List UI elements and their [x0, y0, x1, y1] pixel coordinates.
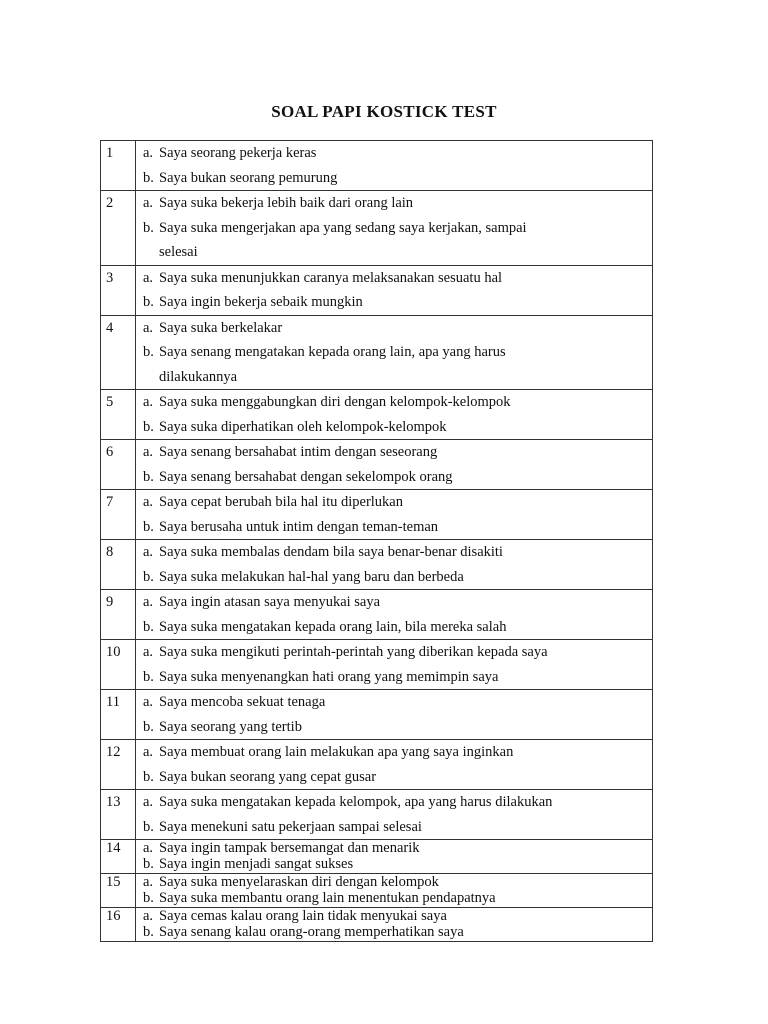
- option-b: [143, 857, 648, 873]
- option-text: Saya bukan seorang yang cepat gusar: [159, 768, 377, 785]
- option-text: Saya ingin atasan saya menyukai saya: [159, 594, 381, 610]
- option-text-continued: selesai: [159, 244, 198, 260]
- option-a: [143, 790, 648, 815]
- option-letter: a.: [143, 594, 154, 610]
- option-text: Saya ingin tampak bersemangat dan menarik: [159, 840, 420, 856]
- question-options: [136, 490, 653, 540]
- option-a: [143, 266, 648, 291]
- question-row: [101, 191, 653, 266]
- option-letter: b.: [143, 618, 154, 635]
- option-text: Saya suka menunjukkan caranya melaksanakan sesuatu hal: [159, 269, 503, 286]
- option-b: [143, 340, 648, 365]
- option-text: Saya ingin menjadi sangat sukses: [159, 855, 354, 872]
- question-options: [136, 740, 653, 790]
- question-options: [136, 390, 653, 440]
- question-options: [136, 640, 653, 690]
- question-row: [101, 141, 653, 191]
- option-text: Saya membuat orang lain melakukan apa yang saya inginkan: [159, 744, 514, 760]
- question-options: [136, 690, 653, 740]
- question-options: [136, 874, 653, 908]
- question-row: [101, 740, 653, 790]
- option-b: [143, 166, 648, 191]
- question-number: 3: [101, 265, 136, 315]
- option-letter: b.: [143, 518, 154, 535]
- option-text: Saya senang mengatakan kepada orang lain, apa yang harus: [159, 344, 506, 360]
- option-letter: a.: [143, 145, 154, 161]
- question-options: [136, 191, 653, 266]
- option-letter: a.: [143, 694, 154, 710]
- question-number: 12: [101, 740, 136, 790]
- option-text: Saya suka mengatakan kepada kelompok, apa yang harus dilakukan: [159, 794, 553, 810]
- question-row: [101, 315, 653, 390]
- question-number: 9: [101, 590, 136, 640]
- option-text: Saya suka berkelakar: [159, 319, 283, 336]
- question-number: 10: [101, 640, 136, 690]
- option-letter: b.: [143, 818, 154, 835]
- question-row: [101, 390, 653, 440]
- question-number: 16: [101, 908, 136, 942]
- question-number: 5: [101, 390, 136, 440]
- option-text: Saya suka melakukan hal-hal yang baru dan berbeda: [159, 568, 464, 585]
- question-row: [101, 590, 653, 640]
- option-b: [143, 565, 648, 590]
- question-options: [136, 440, 653, 490]
- question-row: [101, 690, 653, 740]
- option-b: [143, 615, 648, 640]
- option-letter: b.: [143, 718, 154, 735]
- question-row: [101, 640, 653, 690]
- question-number: 2: [101, 191, 136, 266]
- option-letter: b.: [143, 344, 154, 360]
- option-a: [143, 390, 648, 415]
- option-text-continued: dilakukannya: [159, 368, 238, 385]
- option-letter: a.: [143, 794, 154, 810]
- option-text: Saya senang bersahabat dengan sekelompok orang: [159, 468, 453, 485]
- question-options: [136, 540, 653, 590]
- option-a: [143, 490, 648, 515]
- option-text: Saya suka menyelaraskan diri dengan kelompok: [159, 874, 439, 890]
- option-b: [143, 216, 648, 241]
- option-letter: b.: [143, 923, 154, 940]
- option-text: Saya suka menggabungkan diri dengan kelompok-kelompok: [159, 394, 511, 410]
- option-b: [143, 465, 648, 490]
- option-b: [143, 925, 648, 941]
- question-options: [136, 590, 653, 640]
- option-text: Saya suka membalas dendam bila saya benar-benar disakiti: [159, 544, 503, 560]
- option-a: [143, 690, 648, 715]
- option-letter: a.: [143, 494, 154, 510]
- option-text: Saya bukan seorang pemurung: [159, 169, 338, 186]
- question-number: 15: [101, 874, 136, 908]
- option-a: [143, 316, 648, 341]
- option-a: [143, 590, 648, 615]
- option-a: [143, 640, 648, 665]
- option-letter: a.: [143, 544, 154, 560]
- option-letter: b.: [143, 418, 154, 435]
- option-letter: a.: [143, 840, 154, 856]
- question-number: 11: [101, 690, 136, 740]
- option-b: [143, 815, 648, 840]
- option-text: Saya seorang yang tertib: [159, 718, 302, 735]
- option-letter: a.: [143, 394, 154, 410]
- question-row: [101, 908, 653, 942]
- option-letter: b.: [143, 855, 154, 872]
- option-letter: b.: [143, 169, 154, 186]
- option-text: Saya cepat berubah bila hal itu diperlukan: [159, 494, 403, 510]
- option-a: [143, 841, 648, 857]
- option-b: [143, 415, 648, 440]
- option-letter: b.: [143, 468, 154, 485]
- option-text: Saya senang kalau orang-orang memperhatikan saya: [159, 923, 464, 940]
- option-text: Saya suka membantu orang lain menentukan pendapatnya: [159, 889, 496, 906]
- option-text: Saya seorang pekerja keras: [159, 145, 317, 161]
- option-text: Saya senang bersahabat intim dengan seseorang: [159, 444, 438, 460]
- option-text: Saya suka mengerjakan apa yang sedang saya kerjakan, sampai: [159, 219, 527, 236]
- question-row: [101, 790, 653, 840]
- question-number: 1: [101, 141, 136, 191]
- option-text: Saya suka menyenangkan hati orang yang memimpin saya: [159, 668, 499, 685]
- option-a: [143, 440, 648, 465]
- option-text: Saya suka mengikuti perintah-perintah yang diberikan kepada saya: [159, 644, 548, 660]
- option-text: Saya berusaha untuk intim dengan teman-teman: [159, 518, 439, 535]
- option-letter: b.: [143, 219, 154, 236]
- option-text: Saya suka mengatakan kepada orang lain, bila mereka salah: [159, 618, 507, 635]
- question-options: [136, 265, 653, 315]
- question-options: [136, 141, 653, 191]
- option-letter: a.: [143, 444, 154, 460]
- option-letter: b.: [143, 294, 154, 310]
- option-b: [143, 765, 648, 790]
- question-options: [136, 840, 653, 874]
- option-letter: b.: [143, 568, 154, 585]
- option-b: [143, 891, 648, 907]
- option-text: Saya suka diperhatikan oleh kelompok-kelompok: [159, 418, 447, 435]
- option-letter: a.: [143, 874, 154, 890]
- option-text: Saya ingin bekerja sebaik mungkin: [159, 294, 363, 310]
- question-row: [101, 490, 653, 540]
- option-letter: a.: [143, 195, 154, 211]
- option-b: [143, 290, 648, 315]
- option-letter: a.: [143, 269, 154, 286]
- question-number: 13: [101, 790, 136, 840]
- question-table: [100, 140, 653, 942]
- question-options: [136, 908, 653, 942]
- option-letter: b.: [143, 889, 154, 906]
- option-b: [143, 715, 648, 740]
- question-row: [101, 540, 653, 590]
- question-options: [136, 315, 653, 390]
- option-letter: a.: [143, 744, 154, 760]
- page-title: SOAL PAPI KOSTICK TEST: [271, 102, 497, 121]
- option-a: [143, 740, 648, 765]
- option-text: Saya mencoba sekuat tenaga: [159, 694, 326, 710]
- option-letter: b.: [143, 668, 154, 685]
- option-text: Saya menekuni satu pekerjaan sampai selesai: [159, 818, 422, 835]
- option-a: [143, 191, 648, 216]
- option-a: [143, 540, 648, 565]
- question-number: 8: [101, 540, 136, 590]
- question-row: [101, 874, 653, 908]
- question-options: [136, 790, 653, 840]
- question-row: [101, 265, 653, 315]
- question-number: 6: [101, 440, 136, 490]
- question-number: 4: [101, 315, 136, 390]
- option-text: Saya suka bekerja lebih baik dari orang lain: [159, 195, 414, 211]
- option-a: [143, 141, 648, 166]
- question-row: [101, 440, 653, 490]
- option-letter: b.: [143, 768, 154, 785]
- question-number: 14: [101, 840, 136, 874]
- option-text: Saya cemas kalau orang lain tidak menyukai saya: [159, 908, 447, 924]
- option-letter: a.: [143, 319, 154, 336]
- option-b: [143, 665, 648, 690]
- option-letter: a.: [143, 644, 154, 660]
- option-b: [143, 515, 648, 540]
- option-a: [143, 875, 648, 891]
- option-a: [143, 909, 648, 925]
- question-number: 7: [101, 490, 136, 540]
- question-row: [101, 840, 653, 874]
- option-letter: a.: [143, 908, 154, 924]
